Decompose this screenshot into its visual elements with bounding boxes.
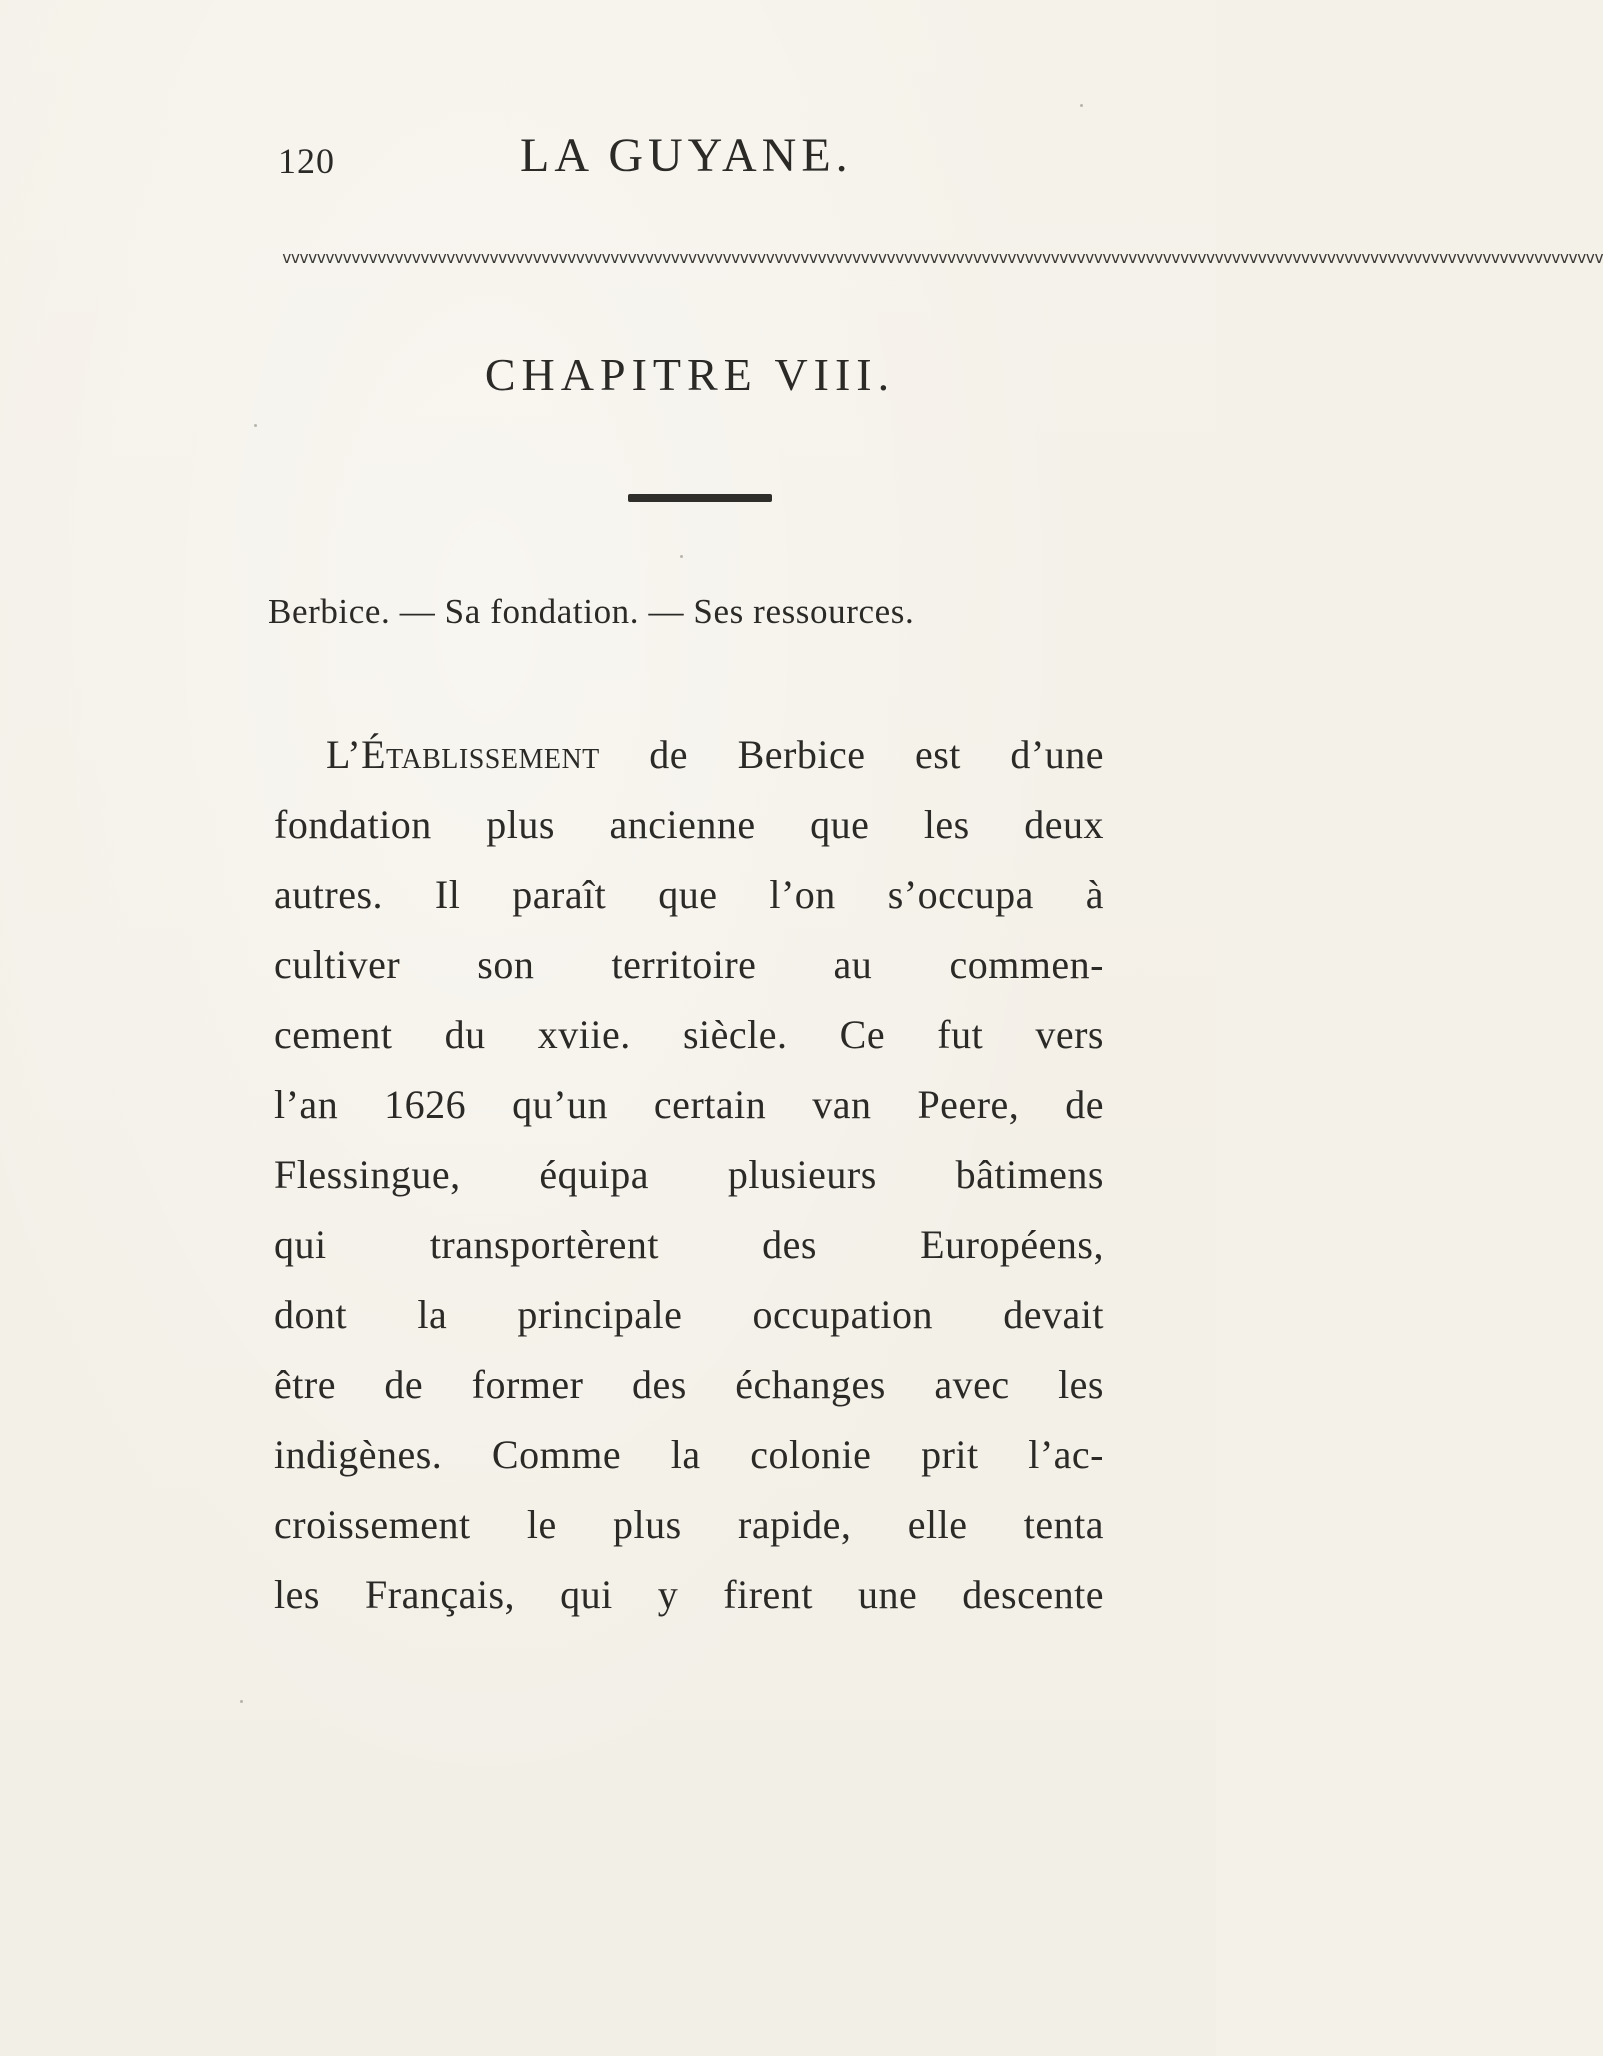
chapter-rule xyxy=(628,494,772,502)
page-number: 120 xyxy=(278,141,335,181)
paper-speck xyxy=(254,424,257,427)
text-line: autres. Il paraît que l’on s’occupa à xyxy=(274,872,1104,917)
text-line: l’an 1626 qu’un certain van Peere, de xyxy=(274,1082,1104,1127)
chapter-summary: Berbice. — Sa fondation. — Ses ressources. xyxy=(268,592,915,631)
chapter-title: CHAPITRE VIII. xyxy=(484,349,896,400)
text-line: qui transportèrent des Européens, xyxy=(274,1222,1104,1267)
text-line: être de former des échanges avec les xyxy=(274,1362,1104,1407)
text-line: croissement le plus rapide, elle tenta xyxy=(274,1502,1104,1547)
text-line: indigènes. Comme la colonie prit l’ac- xyxy=(274,1432,1104,1477)
paper-speck xyxy=(680,555,683,558)
text-line: les Français, qui y firent une descente xyxy=(274,1572,1104,1617)
text-line: fondation plus ancienne que les deux xyxy=(274,802,1104,847)
lead-word: L’Établissement xyxy=(326,732,600,777)
running-title: LA GUYANE. xyxy=(520,129,853,182)
text-line: dont la principale occupation devait xyxy=(274,1292,1104,1337)
text-line: Flessingue, équipa plusieurs bâtimens xyxy=(274,1152,1104,1197)
text-line-rest: de Berbice est d’une xyxy=(599,732,1104,777)
paper-speck xyxy=(240,1700,243,1703)
page-header xyxy=(270,128,1110,188)
text-line: cultiver son territoire au commen- xyxy=(274,942,1104,987)
paper-speck xyxy=(1080,104,1083,107)
ornamental-border: vvvvvvvvvvvvvvvvvvvvvvvvvvvvvvvvvvvvvvvvvvvvvvvvvvvvvvvvvvvvvvvvvvvvvvvvvvvvvvvvvvvvvvvvvvvvvvvvvvvvvvvvvvvvvvvvvvvvvvvvvvvvvvvvvvvvvvvvvvvvvvvvvvvvvvvvv xyxy=(282,248,1603,267)
text-line: cement du xviie. siècle. Ce fut vers xyxy=(274,1012,1104,1057)
text-line xyxy=(274,720,1104,790)
body-text xyxy=(274,720,1104,1630)
